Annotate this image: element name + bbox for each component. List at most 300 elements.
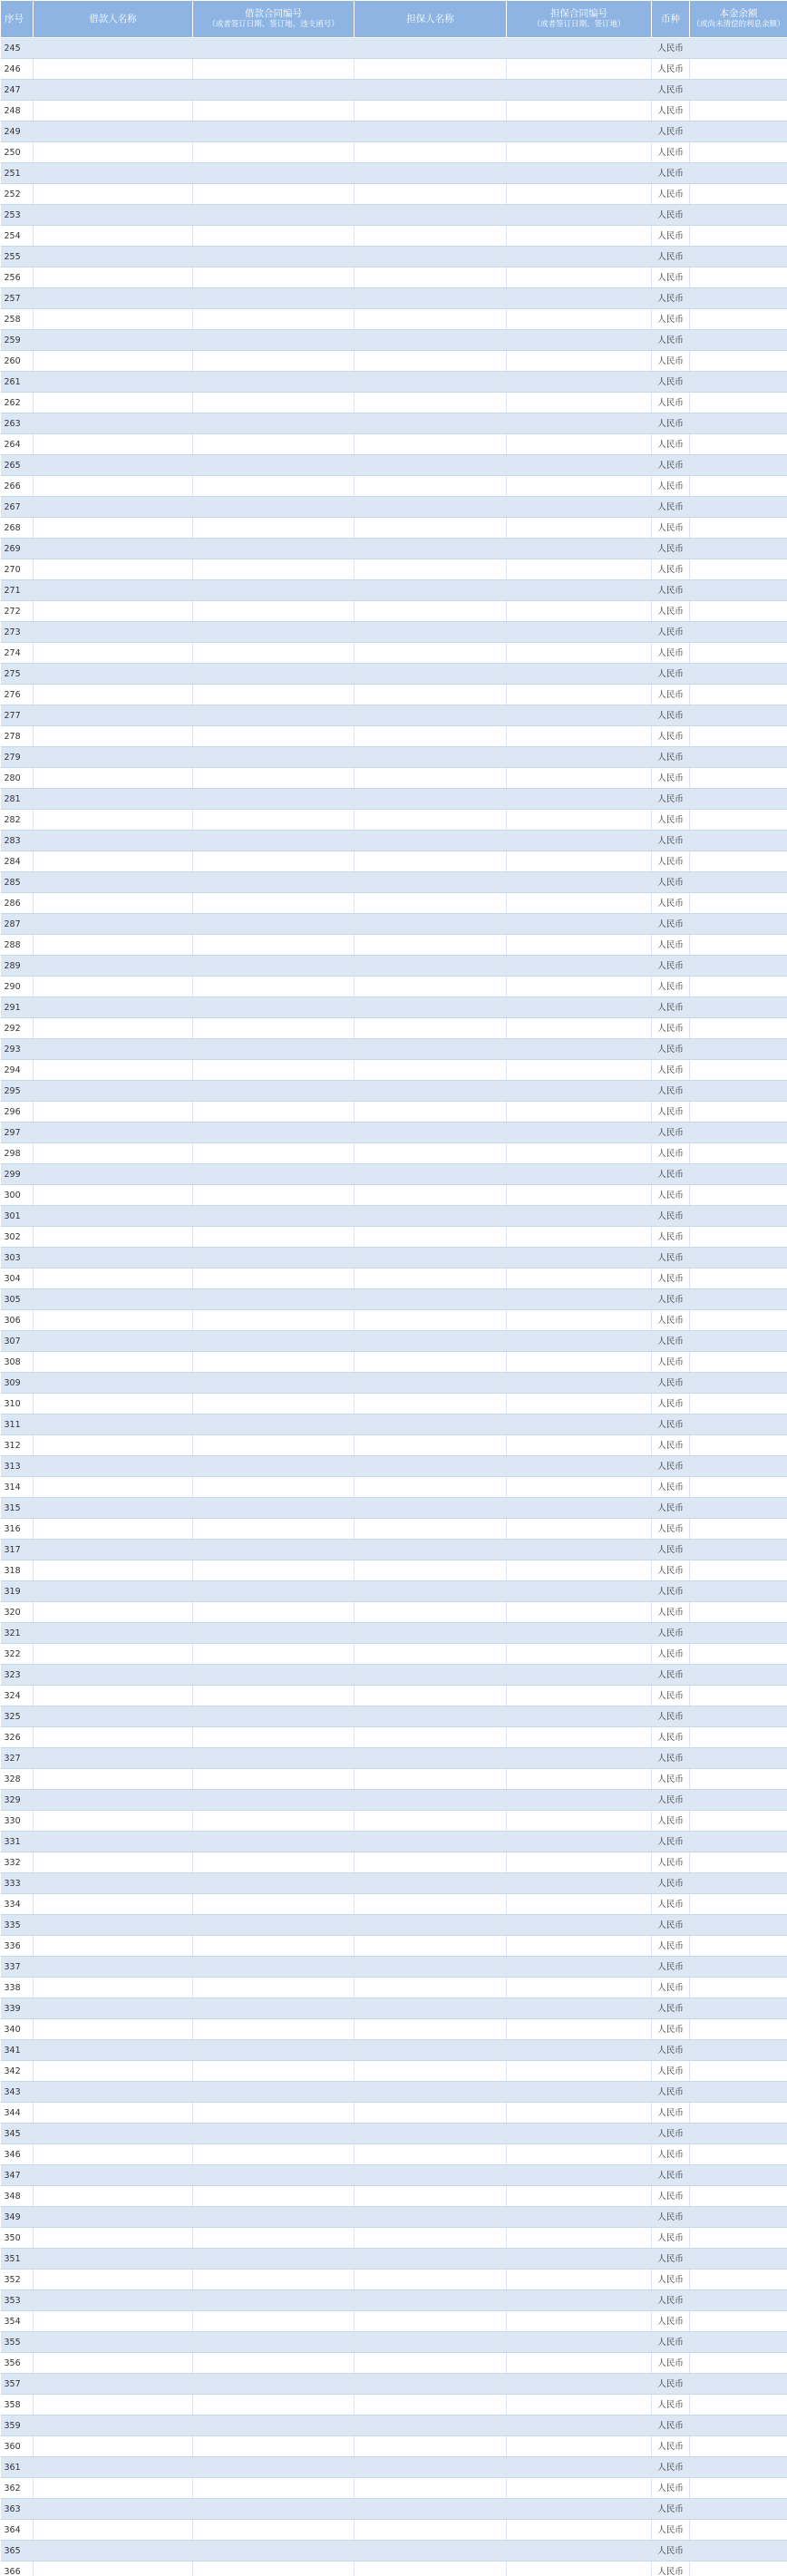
cell-index: 260	[1, 351, 34, 372]
cell-guarantee-no	[507, 789, 652, 810]
cell-guarantor	[355, 2144, 507, 2165]
cell-contract-no	[193, 1456, 355, 1477]
cell-guarantee-no	[507, 622, 652, 643]
cell-guarantor	[355, 1123, 507, 1143]
cell-borrower	[34, 2270, 193, 2290]
cell-contract-no	[193, 1519, 355, 1540]
cell-contract-no	[193, 580, 355, 601]
cell-index: 357	[1, 2374, 34, 2395]
cell-index: 263	[1, 413, 34, 434]
cell-borrower	[34, 956, 193, 977]
cell-index: 343	[1, 2082, 34, 2103]
cell-contract-no	[193, 2520, 355, 2541]
cell-index: 327	[1, 1748, 34, 1769]
cell-guarantee-no	[507, 1852, 652, 1873]
table-row	[1, 2520, 787, 2541]
cell-principal	[690, 267, 787, 288]
cell-guarantor	[355, 1456, 507, 1477]
cell-index: 285	[1, 872, 34, 893]
cell-principal	[690, 1519, 787, 1540]
cell-guarantee-no	[507, 2457, 652, 2478]
cell-principal	[690, 601, 787, 622]
cell-currency: 人民币	[652, 2436, 690, 2457]
cell-borrower	[34, 2124, 193, 2144]
cell-borrower	[34, 1957, 193, 1978]
cell-guarantor	[355, 1581, 507, 1602]
table-row	[1, 1873, 787, 1894]
cell-index: 284	[1, 851, 34, 872]
cell-borrower	[34, 935, 193, 956]
cell-guarantee-no	[507, 455, 652, 476]
cell-contract-no	[193, 1018, 355, 1039]
cell-principal	[690, 1727, 787, 1748]
cell-principal	[690, 643, 787, 664]
cell-guarantor	[355, 997, 507, 1018]
table-row	[1, 1602, 787, 1623]
cell-contract-no	[193, 476, 355, 497]
cell-guarantor	[355, 330, 507, 351]
cell-contract-no	[193, 247, 355, 267]
cell-borrower	[34, 664, 193, 685]
cell-index: 340	[1, 2019, 34, 2040]
cell-borrower	[34, 1790, 193, 1811]
cell-guarantor	[355, 1435, 507, 1456]
cell-principal	[690, 1269, 787, 1289]
cell-borrower	[34, 80, 193, 101]
table-row	[1, 1644, 787, 1665]
table-body	[1, 38, 787, 2576]
cell-index: 361	[1, 2457, 34, 2478]
cell-borrower	[34, 1602, 193, 1623]
cell-guarantor	[355, 1602, 507, 1623]
cell-contract-no	[193, 1998, 355, 2019]
cell-currency: 人民币	[652, 434, 690, 455]
cell-borrower	[34, 1373, 193, 1394]
cell-borrower	[34, 810, 193, 831]
table-row	[1, 893, 787, 914]
table-row	[1, 2270, 787, 2290]
cell-principal	[690, 1957, 787, 1978]
cell-index: 353	[1, 2290, 34, 2311]
cell-borrower	[34, 122, 193, 142]
table-row	[1, 726, 787, 747]
cell-borrower	[34, 622, 193, 643]
cell-index: 270	[1, 559, 34, 580]
cell-principal	[690, 2416, 787, 2436]
table-row	[1, 1394, 787, 1414]
cell-currency: 人民币	[652, 1394, 690, 1414]
cell-index: 246	[1, 59, 34, 80]
cell-borrower	[34, 2019, 193, 2040]
cell-borrower	[34, 831, 193, 851]
table-row	[1, 559, 787, 580]
table-row	[1, 1623, 787, 1644]
cell-principal	[690, 1143, 787, 1164]
cell-index: 308	[1, 1352, 34, 1373]
cell-index: 360	[1, 2436, 34, 2457]
cell-principal	[690, 1477, 787, 1498]
cell-principal	[690, 1498, 787, 1519]
table-row	[1, 2144, 787, 2165]
cell-guarantee-no	[507, 1748, 652, 1769]
cell-index: 347	[1, 2165, 34, 2186]
cell-guarantee-no	[507, 2040, 652, 2061]
cell-contract-no	[193, 2290, 355, 2311]
cell-currency: 人民币	[652, 163, 690, 184]
cell-borrower	[34, 539, 193, 559]
cell-index: 366	[1, 2561, 34, 2576]
cell-borrower	[34, 476, 193, 497]
cell-guarantor	[355, 2332, 507, 2353]
cell-guarantor	[355, 768, 507, 789]
cell-guarantee-no	[507, 1373, 652, 1394]
cell-contract-no	[193, 1665, 355, 1686]
cell-contract-no	[193, 2332, 355, 2353]
cell-index: 251	[1, 163, 34, 184]
cell-guarantor	[355, 1039, 507, 1060]
cell-borrower	[34, 226, 193, 247]
cell-guarantor	[355, 1852, 507, 1873]
cell-currency: 人民币	[652, 518, 690, 539]
cell-index: 325	[1, 1706, 34, 1727]
cell-borrower	[34, 1686, 193, 1706]
cell-contract-no	[193, 205, 355, 226]
table-row	[1, 2395, 787, 2416]
cell-currency: 人民币	[652, 142, 690, 163]
table-row	[1, 1456, 787, 1477]
cell-currency: 人民币	[652, 2040, 690, 2061]
cell-contract-no	[193, 1435, 355, 1456]
cell-guarantor	[355, 643, 507, 664]
cell-guarantor	[355, 2019, 507, 2040]
table-row	[1, 2207, 787, 2228]
cell-borrower	[34, 726, 193, 747]
table-row	[1, 643, 787, 664]
table-row	[1, 434, 787, 455]
cell-principal	[690, 1018, 787, 1039]
cell-index: 289	[1, 956, 34, 977]
cell-borrower	[34, 2541, 193, 2561]
cell-borrower	[34, 1623, 193, 1644]
cell-contract-no	[193, 831, 355, 851]
cell-currency: 人民币	[652, 1185, 690, 1206]
table-row	[1, 2499, 787, 2520]
cell-borrower	[34, 747, 193, 768]
cell-borrower	[34, 38, 193, 59]
header-principal-label: 本金余额	[719, 8, 758, 19]
header-principal	[690, 1, 787, 38]
cell-index: 274	[1, 643, 34, 664]
table-row	[1, 309, 787, 330]
cell-index: 277	[1, 705, 34, 726]
cell-principal	[690, 2374, 787, 2395]
cell-borrower	[34, 601, 193, 622]
cell-borrower	[34, 142, 193, 163]
cell-borrower	[34, 1936, 193, 1957]
cell-index: 287	[1, 914, 34, 935]
cell-principal	[690, 1748, 787, 1769]
cell-contract-no	[193, 1873, 355, 1894]
cell-principal	[690, 1394, 787, 1414]
cell-borrower	[34, 372, 193, 393]
cell-borrower	[34, 1832, 193, 1852]
table-row	[1, 1832, 787, 1852]
cell-index: 294	[1, 1060, 34, 1081]
cell-guarantor	[355, 2478, 507, 2499]
cell-borrower	[34, 1978, 193, 1998]
cell-guarantor	[355, 226, 507, 247]
cell-principal	[690, 80, 787, 101]
table-row	[1, 977, 787, 997]
table-row	[1, 1665, 787, 1686]
cell-guarantee-no	[507, 1206, 652, 1227]
table-row	[1, 267, 787, 288]
cell-borrower	[34, 1519, 193, 1540]
cell-borrower	[34, 351, 193, 372]
cell-guarantor	[355, 1998, 507, 2019]
cell-index: 314	[1, 1477, 34, 1498]
cell-currency: 人民币	[652, 1456, 690, 1477]
cell-borrower	[34, 705, 193, 726]
table-row	[1, 1852, 787, 1873]
cell-contract-no	[193, 622, 355, 643]
cell-borrower	[34, 1581, 193, 1602]
cell-guarantor	[355, 2165, 507, 2186]
table-row	[1, 2124, 787, 2144]
cell-contract-no	[193, 2207, 355, 2228]
cell-currency: 人民币	[652, 1560, 690, 1581]
cell-guarantee-no	[507, 2478, 652, 2499]
cell-principal	[690, 163, 787, 184]
cell-principal	[690, 1832, 787, 1852]
cell-borrower	[34, 1998, 193, 2019]
cell-index: 309	[1, 1373, 34, 1394]
cell-currency: 人民币	[652, 1581, 690, 1602]
table-row	[1, 2249, 787, 2270]
cell-borrower	[34, 1894, 193, 1915]
cell-contract-no	[193, 2249, 355, 2270]
cell-index: 252	[1, 184, 34, 205]
cell-index: 323	[1, 1665, 34, 1686]
cell-currency: 人民币	[652, 1727, 690, 1748]
table-row	[1, 2290, 787, 2311]
cell-guarantor	[355, 747, 507, 768]
cell-guarantor	[355, 80, 507, 101]
cell-currency: 人民币	[652, 685, 690, 705]
cell-borrower	[34, 1227, 193, 1248]
cell-currency: 人民币	[652, 1894, 690, 1915]
cell-index: 320	[1, 1602, 34, 1623]
cell-borrower	[34, 1644, 193, 1665]
cell-currency: 人民币	[652, 789, 690, 810]
cell-borrower	[34, 1060, 193, 1081]
cell-guarantee-no	[507, 2541, 652, 2561]
table-row	[1, 580, 787, 601]
cell-guarantee-no	[507, 2520, 652, 2541]
cell-index: 273	[1, 622, 34, 643]
cell-borrower	[34, 1873, 193, 1894]
cell-guarantee-no	[507, 2290, 652, 2311]
table-row	[1, 1811, 787, 1832]
cell-contract-no	[193, 2103, 355, 2124]
cell-contract-no	[193, 1060, 355, 1081]
cell-borrower	[34, 1394, 193, 1414]
table-row	[1, 1978, 787, 1998]
table-row	[1, 288, 787, 309]
cell-contract-no	[193, 1581, 355, 1602]
cell-guarantee-no	[507, 914, 652, 935]
cell-borrower	[34, 1123, 193, 1143]
cell-guarantor	[355, 851, 507, 872]
cell-guarantor	[355, 1894, 507, 1915]
cell-guarantor	[355, 1811, 507, 1832]
table-header-row	[1, 1, 787, 38]
cell-contract-no	[193, 810, 355, 831]
table-row	[1, 2374, 787, 2395]
cell-currency: 人民币	[652, 539, 690, 559]
cell-guarantor	[355, 2541, 507, 2561]
header-guarantee-no-label: 担保合同编号	[550, 8, 607, 19]
cell-currency: 人民币	[652, 1206, 690, 1227]
cell-guarantee-no	[507, 705, 652, 726]
cell-contract-no	[193, 559, 355, 580]
cell-currency: 人民币	[652, 1769, 690, 1790]
cell-currency: 人民币	[652, 2019, 690, 2040]
cell-guarantee-no	[507, 1185, 652, 1206]
cell-guarantee-no	[507, 351, 652, 372]
cell-borrower	[34, 872, 193, 893]
cell-borrower	[34, 455, 193, 476]
cell-currency: 人民币	[652, 2499, 690, 2520]
cell-principal	[690, 1456, 787, 1477]
cell-currency: 人民币	[652, 1310, 690, 1331]
cell-principal	[690, 142, 787, 163]
cell-guarantee-no	[507, 1414, 652, 1435]
cell-borrower	[34, 267, 193, 288]
cell-guarantee-no	[507, 122, 652, 142]
cell-guarantee-no	[507, 1227, 652, 1248]
cell-guarantee-no	[507, 1498, 652, 1519]
cell-borrower	[34, 1456, 193, 1477]
cell-guarantor	[355, 1727, 507, 1748]
cell-borrower	[34, 1018, 193, 1039]
cell-guarantor	[355, 2395, 507, 2416]
cell-guarantee-no	[507, 2165, 652, 2186]
cell-currency: 人民币	[652, 2144, 690, 2165]
cell-index: 307	[1, 1331, 34, 1352]
cell-contract-no	[193, 1852, 355, 1873]
cell-borrower	[34, 2082, 193, 2103]
cell-currency: 人民币	[652, 1748, 690, 1769]
table-row	[1, 956, 787, 977]
cell-guarantee-no	[507, 1686, 652, 1706]
table-row	[1, 1936, 787, 1957]
cell-currency: 人民币	[652, 2270, 690, 2290]
cell-index: 293	[1, 1039, 34, 1060]
header-contract-no	[193, 1, 355, 38]
cell-guarantor	[355, 1706, 507, 1727]
cell-borrower	[34, 2395, 193, 2416]
cell-principal	[690, 1978, 787, 1998]
cell-guarantor	[355, 977, 507, 997]
cell-currency: 人民币	[652, 1414, 690, 1435]
cell-borrower	[34, 2561, 193, 2576]
cell-borrower	[34, 59, 193, 80]
cell-index: 326	[1, 1727, 34, 1748]
cell-currency: 人民币	[652, 1039, 690, 1060]
cell-currency: 人民币	[652, 2561, 690, 2576]
cell-currency: 人民币	[652, 1915, 690, 1936]
table-row	[1, 80, 787, 101]
cell-currency: 人民币	[652, 2416, 690, 2436]
cell-guarantee-no	[507, 1289, 652, 1310]
cell-index: 351	[1, 2249, 34, 2270]
cell-guarantor	[355, 1081, 507, 1102]
cell-borrower	[34, 247, 193, 267]
cell-principal	[690, 914, 787, 935]
cell-currency: 人民币	[652, 247, 690, 267]
table-row	[1, 497, 787, 518]
cell-contract-no	[193, 2541, 355, 2561]
cell-principal	[690, 1185, 787, 1206]
cell-borrower	[34, 101, 193, 122]
cell-borrower	[34, 1915, 193, 1936]
cell-contract-no	[193, 1477, 355, 1498]
cell-guarantor	[355, 1560, 507, 1581]
cell-borrower	[34, 434, 193, 455]
cell-contract-no	[193, 1289, 355, 1310]
cell-contract-no	[193, 142, 355, 163]
cell-currency: 人民币	[652, 2207, 690, 2228]
cell-principal	[690, 2165, 787, 2186]
cell-index: 359	[1, 2416, 34, 2436]
cell-borrower	[34, 163, 193, 184]
table-row	[1, 622, 787, 643]
cell-principal	[690, 1289, 787, 1310]
cell-guarantee-no	[507, 267, 652, 288]
cell-guarantor	[355, 184, 507, 205]
cell-contract-no	[193, 1310, 355, 1331]
cell-borrower	[34, 413, 193, 434]
cell-index: 329	[1, 1790, 34, 1811]
cell-index: 334	[1, 1894, 34, 1915]
cell-currency: 人民币	[652, 2520, 690, 2541]
cell-currency: 人民币	[652, 1852, 690, 1873]
cell-contract-no	[193, 2353, 355, 2374]
cell-borrower	[34, 330, 193, 351]
cell-principal	[690, 2186, 787, 2207]
cell-guarantor	[355, 1540, 507, 1560]
cell-index: 249	[1, 122, 34, 142]
cell-guarantee-no	[507, 1060, 652, 1081]
cell-index: 248	[1, 101, 34, 122]
cell-guarantor	[355, 2103, 507, 2124]
cell-index: 256	[1, 267, 34, 288]
cell-principal	[690, 2541, 787, 2561]
cell-principal	[690, 2103, 787, 2124]
table-row	[1, 455, 787, 476]
cell-guarantee-no	[507, 1978, 652, 1998]
cell-contract-no	[193, 747, 355, 768]
cell-guarantee-no	[507, 768, 652, 789]
cell-contract-no	[193, 1832, 355, 1852]
cell-contract-no	[193, 914, 355, 935]
cell-contract-no	[193, 893, 355, 914]
cell-currency: 人民币	[652, 622, 690, 643]
cell-principal	[690, 476, 787, 497]
cell-guarantee-no	[507, 80, 652, 101]
cell-principal	[690, 2332, 787, 2353]
